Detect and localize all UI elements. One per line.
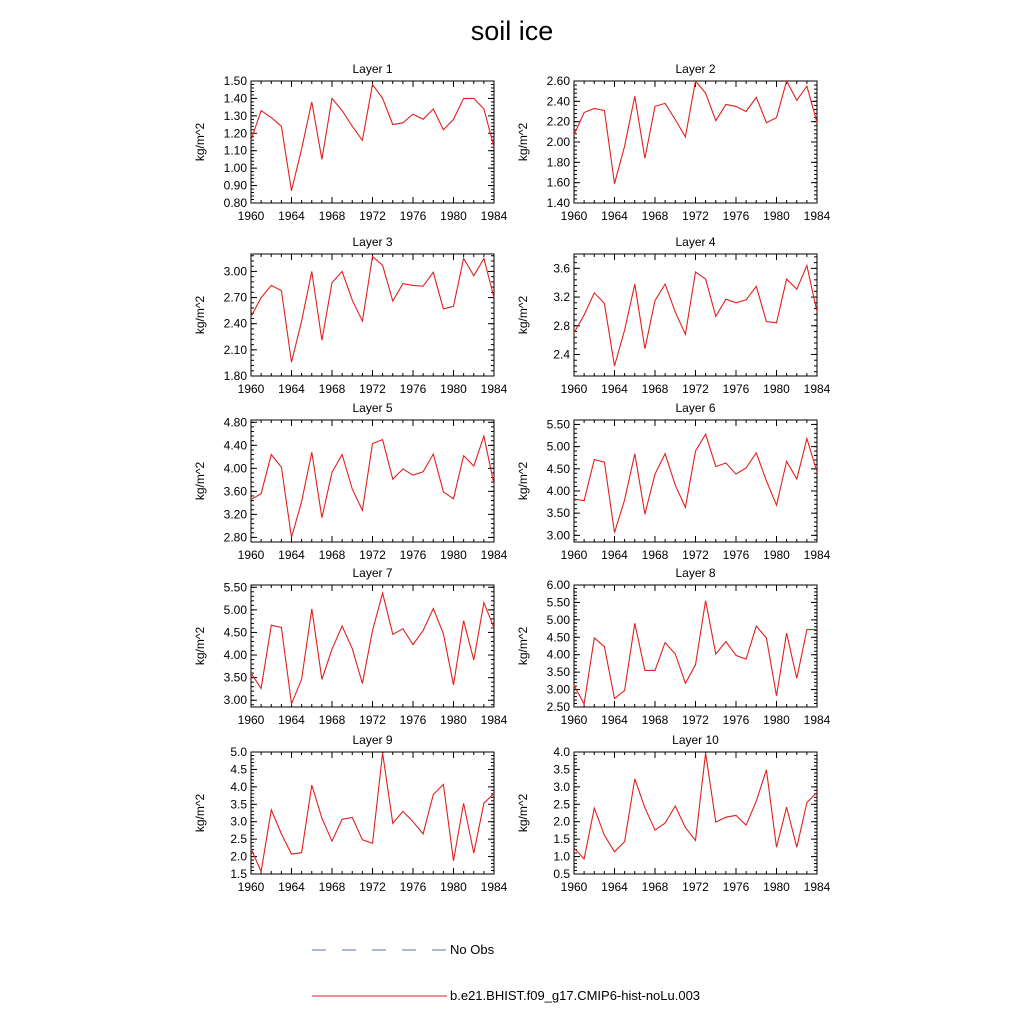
panel-5-x-tick-label: 1960 <box>237 548 265 562</box>
panel-9-x-tick-label: 1980 <box>440 880 467 894</box>
panel-2-y-tick-label: 1.60 <box>546 175 570 190</box>
panel-1-x-tick-label: 1972 <box>359 209 386 223</box>
panel-5-y-axis-label: kg/m^2 <box>193 461 207 501</box>
panel-4-x-tick-label: 1984 <box>803 382 831 396</box>
panel-8-x-tick-label: 1964 <box>601 713 628 727</box>
panel-3-y-tick-label: 3.00 <box>223 264 247 279</box>
panel-6-x-tick-label: 1960 <box>560 548 588 562</box>
panel-2-x-tick-label: 1968 <box>641 209 669 223</box>
panel-8-y-axis-label: kg/m^2 <box>516 626 530 666</box>
panel-9-y-tick-label: 1.5 <box>230 867 247 881</box>
panel-10-x-tick-label: 1980 <box>763 880 790 894</box>
panel-3-title: Layer 3 <box>352 235 393 249</box>
panel-6-y-tick-label: 3.00 <box>546 528 570 543</box>
panel-8-y-tick-label: 5.50 <box>546 595 570 610</box>
panel-9-y-tick-label: 3.0 <box>230 814 247 829</box>
panel-1-x-tick-label: 1984 <box>480 209 508 223</box>
panel-8-x-tick-label: 1968 <box>641 713 669 727</box>
panel-6-y-tick-label: 3.50 <box>546 506 570 521</box>
panel-1-y-tick-label: 1.40 <box>223 91 247 106</box>
panel-2-y-tick-label: 2.00 <box>546 135 570 149</box>
panel-4-x-tick-label: 1976 <box>722 382 750 396</box>
panel-5-x-tick-label: 1972 <box>359 548 386 562</box>
panel-9-y-tick-label: 2.5 <box>230 832 247 847</box>
panel-4-y-axis-label: kg/m^2 <box>516 295 530 335</box>
panel-9-y-axis-label: kg/m^2 <box>193 793 207 833</box>
panel-8-x-tick-label: 1976 <box>722 713 750 727</box>
panel-2-x-tick-label: 1976 <box>722 209 750 223</box>
panel-4-x-tick-label: 1968 <box>641 382 669 396</box>
panel-5-y-tick-label: 2.80 <box>223 530 247 545</box>
panel-6-y-axis-label: kg/m^2 <box>516 461 530 501</box>
panel-1-y-tick-label: 1.10 <box>223 143 247 158</box>
panel-3-y-tick-label: 2.10 <box>223 342 247 357</box>
panel-7-y-axis-label: kg/m^2 <box>193 626 207 666</box>
panel-8-y-tick-label: 3.50 <box>546 665 570 680</box>
panel-10-y-tick-label: 3.0 <box>553 779 570 794</box>
panel-4-x-tick-label: 1960 <box>560 382 588 396</box>
panel-5-y-tick-label: 3.20 <box>223 507 247 522</box>
panel-7-x-tick-label: 1960 <box>237 713 265 727</box>
panel-3-x-tick-label: 1976 <box>399 382 427 396</box>
panel-4-y-tick-label: 3.6 <box>553 261 570 276</box>
panel-7-x-tick-label: 1972 <box>359 713 386 727</box>
page-title: soil ice <box>470 16 554 46</box>
panel-3-y-tick-label: 2.70 <box>223 290 247 305</box>
panel-6-x-tick-label: 1964 <box>601 548 628 562</box>
panel-2-x-tick-label: 1984 <box>803 209 831 223</box>
panel-7-title: Layer 7 <box>352 566 393 580</box>
panel-10-y-tick-label: 3.5 <box>553 762 570 777</box>
panel-8-x-tick-label: 1984 <box>803 713 831 727</box>
panel-9-x-tick-label: 1972 <box>359 880 386 894</box>
panel-10-y-tick-label: 1.0 <box>553 849 570 864</box>
panel-6-x-tick-label: 1972 <box>682 548 709 562</box>
panel-6-x-tick-label: 1984 <box>803 548 831 562</box>
panel-8-y-tick-label: 2.50 <box>546 700 570 714</box>
panel-10-x-tick-label: 1964 <box>601 880 628 894</box>
panel-2-y-tick-label: 2.40 <box>546 94 570 109</box>
panel-10-y-tick-label: 4.0 <box>553 745 570 759</box>
panel-6-y-tick-label: 5.00 <box>546 439 570 454</box>
panel-3-y-tick-label: 1.80 <box>223 369 247 383</box>
panel-10-x-tick-label: 1984 <box>803 880 831 894</box>
panel-1-y-axis-label: kg/m^2 <box>193 122 207 162</box>
panel-8-title: Layer 8 <box>675 566 716 580</box>
panel-2-y-tick-label: 2.60 <box>546 74 570 88</box>
panel-6-x-tick-label: 1976 <box>722 548 750 562</box>
panel-2-y-axis-label: kg/m^2 <box>516 122 530 162</box>
panel-2-x-tick-label: 1980 <box>763 209 790 223</box>
panel-1-y-tick-label: 1.50 <box>223 74 247 88</box>
panel-1-title: Layer 1 <box>352 62 393 76</box>
panel-5-x-tick-label: 1976 <box>399 548 427 562</box>
panel-1-x-tick-label: 1964 <box>278 209 305 223</box>
panel-5-x-tick-label: 1968 <box>318 548 346 562</box>
panel-1-x-tick-label: 1976 <box>399 209 427 223</box>
panel-3-x-tick-label: 1980 <box>440 382 467 396</box>
panel-5-x-tick-label: 1980 <box>440 548 467 562</box>
panel-10-x-tick-label: 1976 <box>722 880 750 894</box>
panel-3-x-tick-label: 1972 <box>359 382 386 396</box>
panel-9-y-tick-label: 3.5 <box>230 797 247 812</box>
panel-7-x-tick-label: 1976 <box>399 713 427 727</box>
panel-4-x-tick-label: 1972 <box>682 382 709 396</box>
panel-3-y-axis-label: kg/m^2 <box>193 295 207 335</box>
panel-5-y-tick-label: 4.40 <box>223 438 247 453</box>
panel-7-y-tick-label: 4.00 <box>223 648 247 663</box>
panel-2-x-tick-label: 1960 <box>560 209 588 223</box>
panel-3-x-tick-label: 1960 <box>237 382 265 396</box>
panel-8-x-tick-label: 1972 <box>682 713 709 727</box>
panel-9-y-tick-label: 4.5 <box>230 762 247 777</box>
panel-6-y-tick-label: 4.00 <box>546 483 570 498</box>
panel-1-x-tick-label: 1960 <box>237 209 265 223</box>
panel-10-y-tick-label: 1.5 <box>553 832 570 847</box>
panel-4-y-tick-label: 2.4 <box>553 347 570 362</box>
panel-9-title: Layer 9 <box>352 733 393 747</box>
panel-9-y-tick-label: 2.0 <box>230 849 247 864</box>
legend-label-no-obs: No Obs <box>450 942 495 957</box>
panel-5-x-tick-label: 1964 <box>278 548 305 562</box>
panel-8-y-tick-label: 3.00 <box>546 682 570 697</box>
panel-7-x-tick-label: 1964 <box>278 713 305 727</box>
panel-9-y-tick-label: 5.0 <box>230 745 247 759</box>
panel-4-x-tick-label: 1964 <box>601 382 628 396</box>
panel-9-x-tick-label: 1960 <box>237 880 265 894</box>
panel-9-x-tick-label: 1964 <box>278 880 305 894</box>
panel-4-x-tick-label: 1980 <box>763 382 790 396</box>
panel-2-y-tick-label: 1.80 <box>546 155 570 170</box>
panel-3-y-tick-label: 2.40 <box>223 316 247 331</box>
panel-7-y-tick-label: 4.50 <box>223 625 247 640</box>
panel-5-x-tick-label: 1984 <box>480 548 508 562</box>
panel-2-x-tick-label: 1964 <box>601 209 628 223</box>
panel-8-y-tick-label: 4.00 <box>546 647 570 662</box>
panel-1-x-tick-label: 1980 <box>440 209 467 223</box>
panel-2-y-tick-label: 1.40 <box>546 196 570 210</box>
panel-3-x-tick-label: 1968 <box>318 382 346 396</box>
panel-6-x-tick-label: 1968 <box>641 548 669 562</box>
panel-6-title: Layer 6 <box>675 401 716 415</box>
panel-10-y-tick-label: 0.5 <box>553 867 570 881</box>
panel-4-title: Layer 4 <box>675 235 716 249</box>
panel-6-y-tick-label: 5.50 <box>546 417 570 432</box>
panel-1-y-tick-label: 0.90 <box>223 178 247 193</box>
panel-7-x-tick-label: 1980 <box>440 713 467 727</box>
panel-9-x-tick-label: 1976 <box>399 880 427 894</box>
panel-8-x-tick-label: 1960 <box>560 713 588 727</box>
panel-10-y-tick-label: 2.0 <box>553 814 570 829</box>
panel-5-title: Layer 5 <box>352 401 393 415</box>
panel-10-title: Layer 10 <box>672 733 719 747</box>
panel-7-y-tick-label: 5.50 <box>223 580 247 595</box>
panel-4-y-tick-label: 2.8 <box>553 318 570 333</box>
panel-3-x-tick-label: 1964 <box>278 382 305 396</box>
panel-10-x-tick-label: 1972 <box>682 880 709 894</box>
panel-5-y-tick-label: 3.60 <box>223 484 247 499</box>
panel-8-y-tick-label: 4.50 <box>546 630 570 645</box>
panel-7-x-tick-label: 1984 <box>480 713 508 727</box>
panel-7-y-tick-label: 3.00 <box>223 693 247 708</box>
legend-label-model: b.e21.BHIST.f09_g17.CMIP6-hist-noLu.003 <box>450 988 701 1003</box>
panel-6-y-tick-label: 4.50 <box>546 461 570 476</box>
panel-8-y-tick-label: 6.00 <box>546 578 570 592</box>
panel-6-x-tick-label: 1980 <box>763 548 790 562</box>
panel-5-y-tick-label: 4.00 <box>223 461 247 476</box>
panel-10-x-tick-label: 1960 <box>560 880 588 894</box>
panel-2-y-tick-label: 2.20 <box>546 114 570 129</box>
panel-10-y-axis-label: kg/m^2 <box>516 793 530 833</box>
panel-9-x-tick-label: 1984 <box>480 880 508 894</box>
panel-9-x-tick-label: 1968 <box>318 880 346 894</box>
panel-10-y-tick-label: 2.5 <box>553 797 570 812</box>
panel-1-y-tick-label: 1.00 <box>223 161 247 176</box>
panel-1-y-tick-label: 1.20 <box>223 126 247 141</box>
panel-10-x-tick-label: 1968 <box>641 880 669 894</box>
panel-7-y-tick-label: 5.00 <box>223 602 247 617</box>
panel-8-y-tick-label: 5.00 <box>546 612 570 627</box>
panel-1-y-tick-label: 1.30 <box>223 108 247 123</box>
panel-9-y-tick-label: 4.0 <box>230 779 247 794</box>
panel-4-y-tick-label: 3.2 <box>553 290 570 305</box>
panel-1-y-tick-label: 0.80 <box>223 196 247 210</box>
panel-8-x-tick-label: 1980 <box>763 713 790 727</box>
panel-7-y-tick-label: 3.50 <box>223 670 247 685</box>
panel-2-title: Layer 2 <box>675 62 716 76</box>
panel-1-x-tick-label: 1968 <box>318 209 346 223</box>
panel-2-x-tick-label: 1972 <box>682 209 709 223</box>
panel-5-y-tick-label: 4.80 <box>223 415 247 430</box>
panel-3-x-tick-label: 1984 <box>480 382 508 396</box>
panel-7-x-tick-label: 1968 <box>318 713 346 727</box>
